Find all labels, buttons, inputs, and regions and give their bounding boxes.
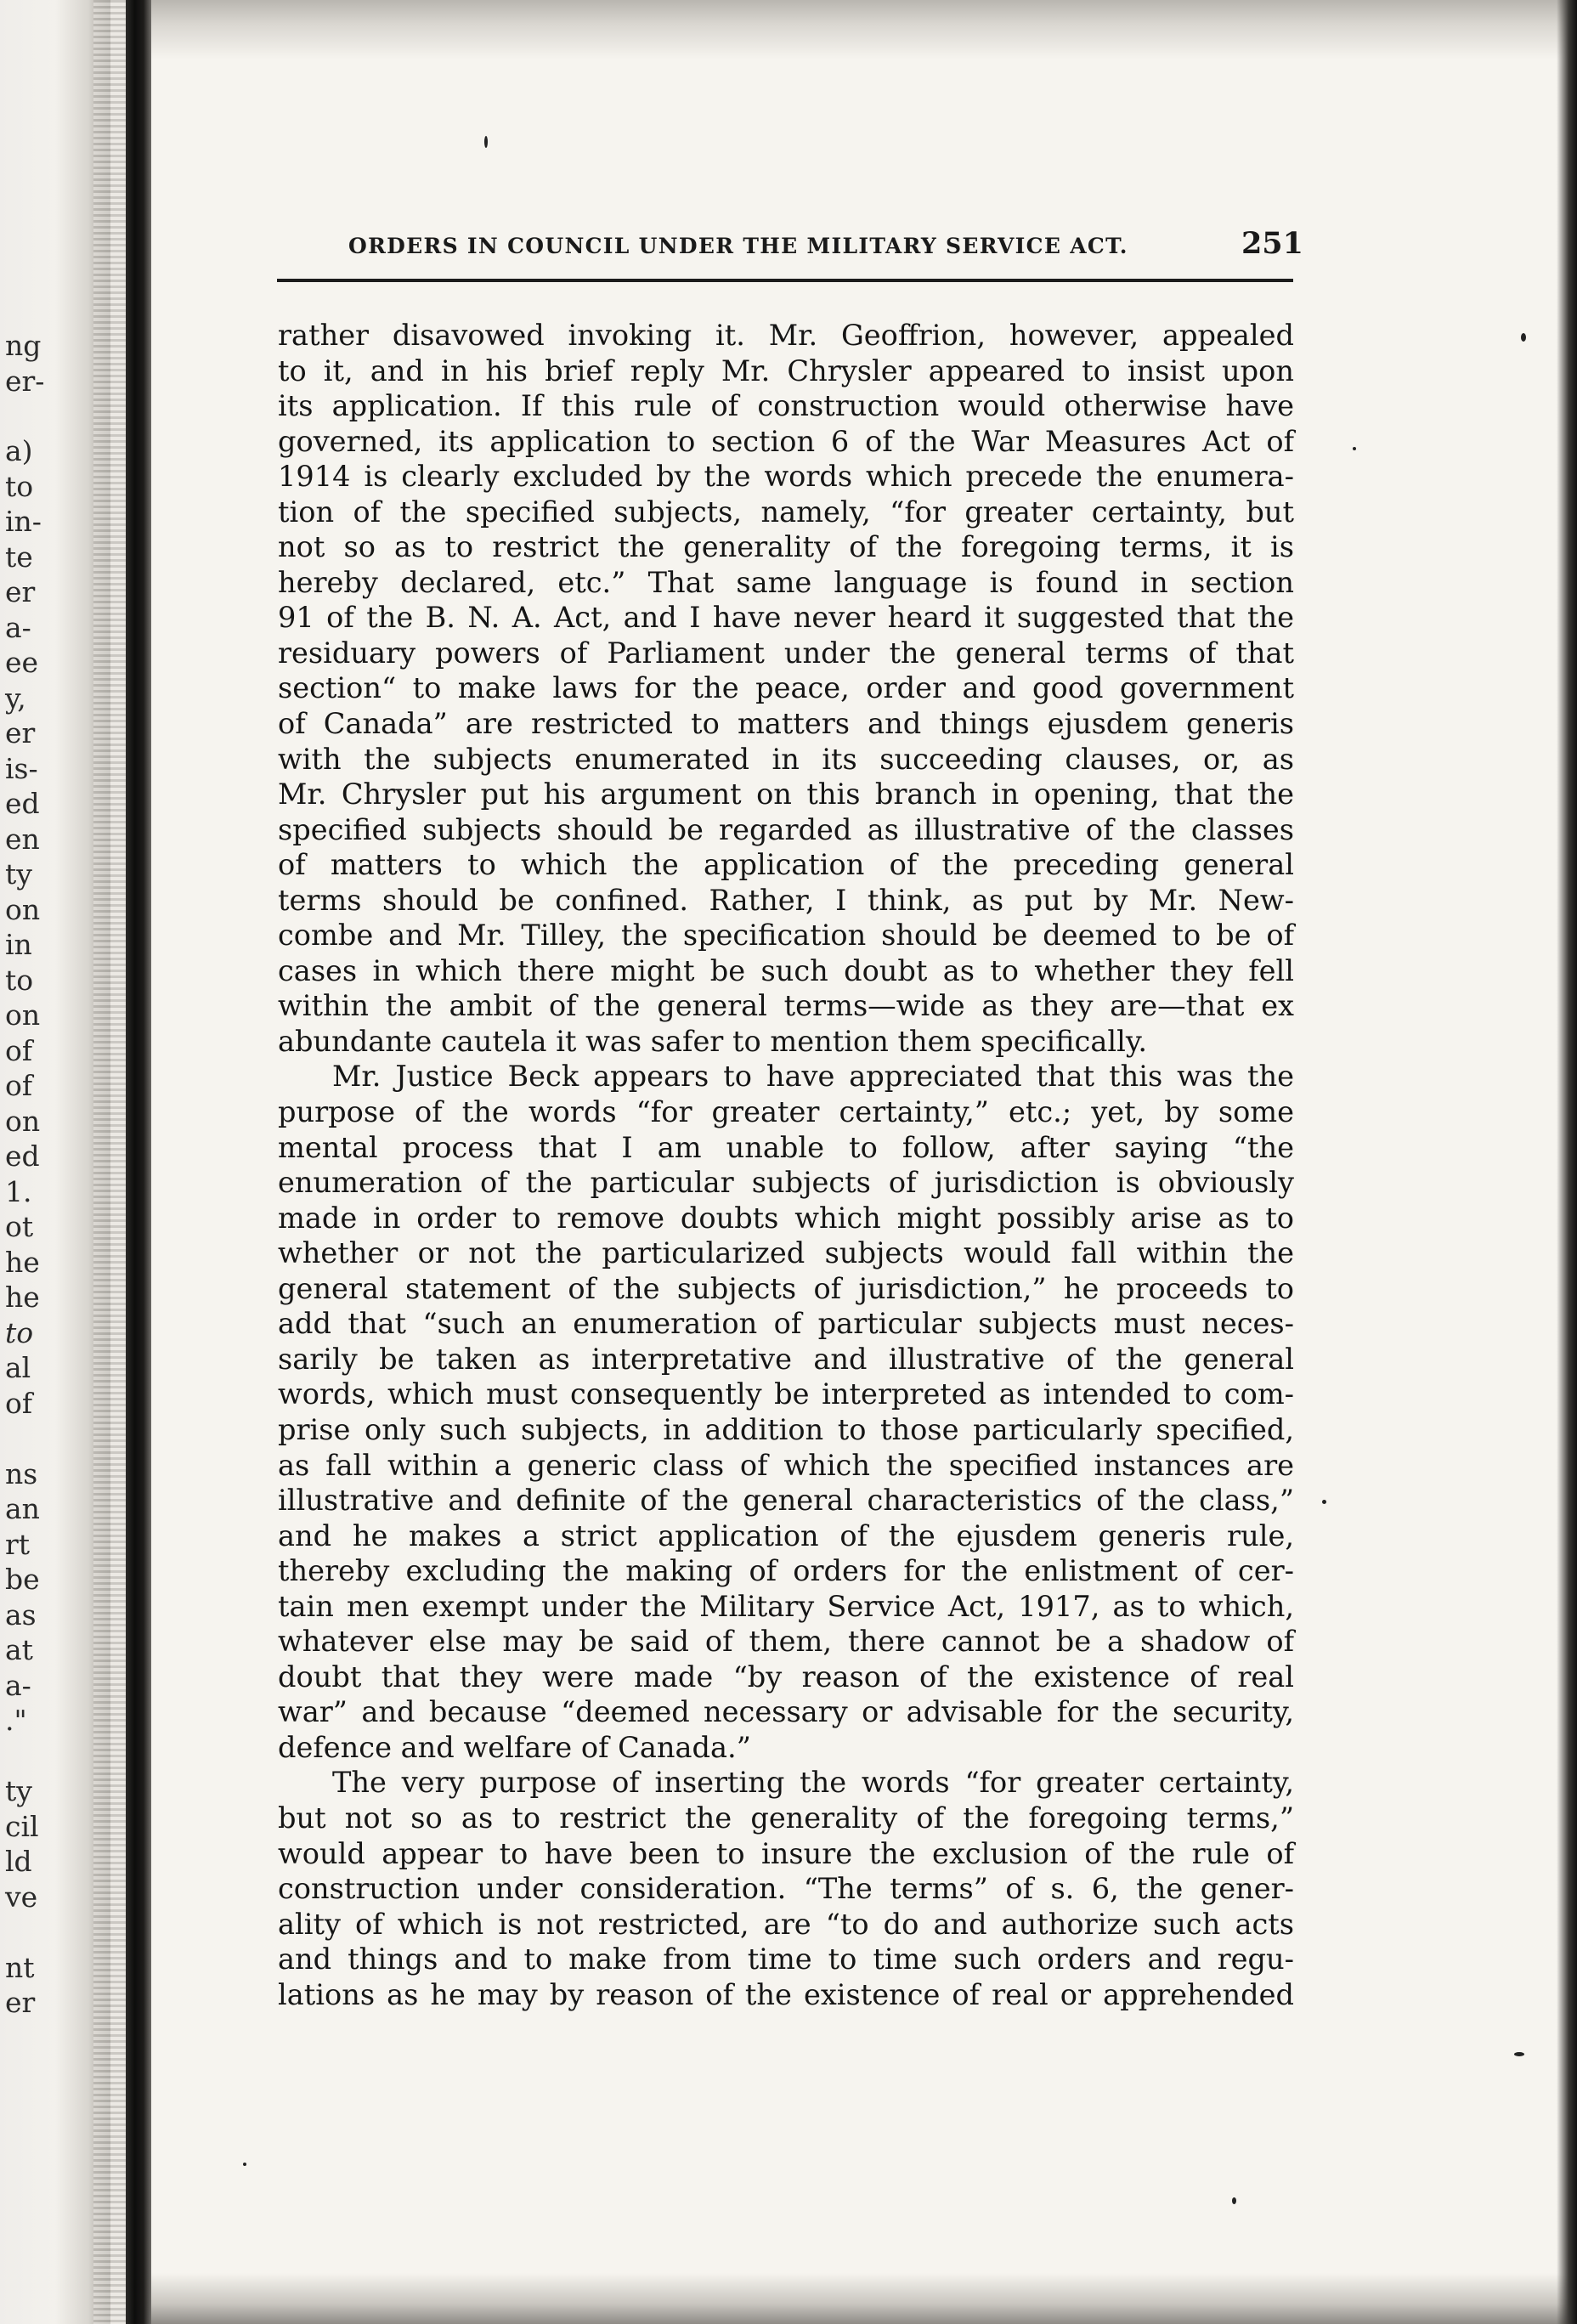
scan-speck bbox=[1232, 2197, 1236, 2204]
margin-fragment: ng bbox=[5, 329, 42, 362]
header-rule bbox=[277, 279, 1293, 282]
text-line: and things and to make from time to time such orders and regu- bbox=[278, 1942, 1294, 1976]
margin-fragment: ld bbox=[5, 1845, 32, 1878]
scan-speck bbox=[1521, 333, 1526, 342]
page-number: 251 bbox=[1241, 226, 1303, 261]
text-line: thereby excluding the making of orders for the enlistment of cer- bbox=[278, 1554, 1294, 1588]
text-line: cases in which there might be such doubt as to whether they fell bbox=[278, 953, 1294, 987]
text-line: general statement of the subjects of jurisdiction,” he proceeds to bbox=[278, 1271, 1294, 1305]
text-line: and he makes a strict application of the ejusdem generis rule, bbox=[278, 1518, 1294, 1552]
margin-fragment: an bbox=[5, 1492, 40, 1525]
text-line: mental process that I am unable to follow, after saying “the bbox=[278, 1130, 1294, 1164]
text-line: tion of the specified subjects, namely, “for greater certainty, but bbox=[278, 495, 1294, 529]
margin-fragment: in- bbox=[5, 505, 42, 538]
margin-fragment: ee bbox=[5, 646, 39, 679]
text-line: not so as to restrict the generality of the foregoing terms, it is bbox=[278, 530, 1294, 564]
text-line: Mr. Chrysler put his argument on this branch in opening, that the bbox=[278, 777, 1294, 811]
scan-right-edge bbox=[1557, 0, 1577, 2324]
margin-fragment: te bbox=[5, 540, 33, 574]
text-line: its application. If this rule of construction would otherwise have bbox=[278, 389, 1294, 423]
text-line: of matters to which the application of the preceding general bbox=[278, 848, 1294, 882]
margin-fragment: er bbox=[5, 1986, 36, 2019]
text-line: tain men exempt under the Military Service Act, 1917, as to which, bbox=[278, 1589, 1294, 1623]
text-line: war” and because “deemed necessary or advisable for the security, bbox=[278, 1695, 1294, 1729]
paragraph-start-line: The very purpose of inserting the words “for greater certainty, bbox=[332, 1766, 1294, 1800]
margin-fragment: on bbox=[5, 893, 41, 926]
margin-fragment: er bbox=[5, 575, 36, 608]
margin-fragment: cil bbox=[5, 1810, 39, 1843]
text-line: section“ to make laws for the peace, order and good government bbox=[278, 671, 1294, 705]
running-head bbox=[348, 226, 1303, 261]
scan-bottom-edge bbox=[136, 2273, 1577, 2324]
text-line: with the subjects enumerated in its succeeding clauses, or, as bbox=[278, 742, 1294, 776]
text-line: 1914 is clearly excluded by the words which precede the enumera- bbox=[278, 460, 1294, 494]
text-line: prise only such subjects, in addition to those particularly specified, bbox=[278, 1412, 1294, 1446]
margin-fragment: is- bbox=[5, 752, 38, 785]
scan-speck bbox=[1322, 1500, 1326, 1504]
margin-fragment: in bbox=[5, 928, 32, 961]
margin-fragment: on bbox=[5, 998, 41, 1032]
paragraph-start-line: Mr. Justice Beck appears to have appreciated that this was the bbox=[332, 1060, 1294, 1094]
text-line: ality of which is not restricted, are “to do and authorize such acts bbox=[278, 1907, 1294, 1941]
margin-fragment: er- bbox=[5, 365, 45, 398]
scan-speck bbox=[1353, 447, 1356, 450]
facing-page-fragments bbox=[0, 0, 51, 2324]
text-line: specified subjects should be regarded as illustrative of the classes bbox=[278, 812, 1294, 846]
margin-fragment: en bbox=[5, 823, 40, 856]
margin-fragment: ." bbox=[5, 1704, 27, 1737]
text-line: abundante cautela it was safer to mention them specifically. bbox=[278, 1024, 1148, 1058]
body-text bbox=[278, 318, 1294, 2012]
text-line: defence and welfare of Canada.” bbox=[278, 1730, 751, 1764]
margin-fragment: al bbox=[5, 1351, 31, 1384]
scan-speck bbox=[484, 136, 488, 148]
margin-fragment: 1. bbox=[5, 1175, 32, 1208]
margin-fragment: of bbox=[5, 1069, 33, 1102]
margin-fragment: a) bbox=[5, 434, 33, 467]
text-line: 91 of the B. N. A. Act, and I have never heard it suggested that the bbox=[278, 601, 1294, 635]
margin-fragment: er bbox=[5, 716, 36, 749]
scan-top-edge bbox=[136, 0, 1577, 59]
text-line: made in order to remove doubts which might possibly arise as to bbox=[278, 1201, 1294, 1235]
text-line: doubt that they were made “by reason of the existence of real bbox=[278, 1660, 1294, 1694]
margin-fragment: be bbox=[5, 1563, 40, 1596]
text-line: whatever else may be said of them, there cannot be a shadow of bbox=[278, 1625, 1294, 1659]
text-line: rather disavowed invoking it. Mr. Geoffrion, however, appealed bbox=[278, 319, 1294, 352]
running-title: ORDERS IN COUNCIL UNDER THE MILITARY SERVICE ACT. bbox=[348, 234, 1128, 258]
text-line: would appear to have been to insure the exclusion of the rule of bbox=[278, 1836, 1294, 1870]
text-line: to it, and in his brief reply Mr. Chrysler appeared to insist upon bbox=[278, 353, 1294, 387]
margin-fragment: as bbox=[5, 1598, 37, 1631]
scan-speck bbox=[1514, 2052, 1524, 2056]
text-line: of Canada” are restricted to matters and things ejusdem generis bbox=[278, 707, 1294, 741]
text-line: lations as he may by reason of the existence of real or apprehended bbox=[278, 1977, 1294, 2011]
text-line: construction under consideration. “The terms” of s. 6, the gener- bbox=[278, 1872, 1294, 1906]
margin-fragment: rt bbox=[5, 1528, 31, 1561]
text-line: add that “such an enumeration of particular subjects must neces- bbox=[278, 1307, 1294, 1341]
text-line: within the ambit of the general terms—wide as they are—that ex bbox=[278, 989, 1294, 1023]
margin-fragment: nt bbox=[5, 1951, 35, 1984]
margin-fragment: to bbox=[5, 964, 34, 997]
margin-fragment: of bbox=[5, 1387, 33, 1420]
text-line: terms should be confined. Rather, I think, as put by Mr. New- bbox=[278, 883, 1294, 917]
margin-fragment: he bbox=[5, 1281, 40, 1314]
text-line: sarily be taken as interpretative and illustrative of the general bbox=[278, 1342, 1294, 1376]
gutter-shadow bbox=[93, 0, 127, 2324]
text-line: residuary powers of Parliament under the general terms of that bbox=[278, 636, 1294, 670]
text-line: hereby declared, etc.” That same language is found in section bbox=[278, 565, 1294, 599]
margin-fragment: to bbox=[5, 470, 34, 503]
text-line: governed, its application to section 6 of the War Measures Act of bbox=[278, 424, 1294, 458]
text-line: words, which must consequently be interpreted as intended to com- bbox=[278, 1377, 1294, 1411]
text-line: combe and Mr. Tilley, the specification should be deemed to be of bbox=[278, 919, 1294, 953]
margin-fragment: ot bbox=[5, 1210, 34, 1243]
text-line: whether or not the particularized subjects would fall within the bbox=[278, 1236, 1294, 1270]
margin-fragment: he bbox=[5, 1246, 40, 1279]
margin-fragment: to bbox=[5, 1316, 34, 1349]
text-line: as fall within a generic class of which the specified instances are bbox=[278, 1448, 1294, 1482]
margin-fragment: at bbox=[5, 1633, 33, 1666]
margin-fragment: ty bbox=[5, 857, 32, 891]
margin-fragment: on bbox=[5, 1105, 41, 1138]
margin-fragment: y, bbox=[5, 681, 26, 715]
margin-fragment: a- bbox=[5, 1669, 31, 1702]
margin-fragment: a- bbox=[5, 611, 31, 644]
margin-fragment: of bbox=[5, 1034, 33, 1067]
scan-speck bbox=[243, 2163, 246, 2166]
text-line: illustrative and definite of the general characteristics of the class,” bbox=[278, 1484, 1294, 1518]
margin-fragment: ty bbox=[5, 1774, 32, 1807]
margin-fragment: ed bbox=[5, 1139, 40, 1173]
text-line: purpose of the words “for greater certainty,” etc.; yet, by some bbox=[278, 1095, 1294, 1129]
margin-fragment: ns bbox=[5, 1457, 38, 1490]
margin-fragment: ed bbox=[5, 787, 40, 820]
text-line: but not so as to restrict the generality of the foregoing terms,” bbox=[278, 1801, 1294, 1835]
margin-fragment: ve bbox=[5, 1880, 38, 1914]
text-line: enumeration of the particular subjects of jurisdiction is obviously bbox=[278, 1166, 1294, 1200]
binding-gutter bbox=[126, 0, 151, 2324]
